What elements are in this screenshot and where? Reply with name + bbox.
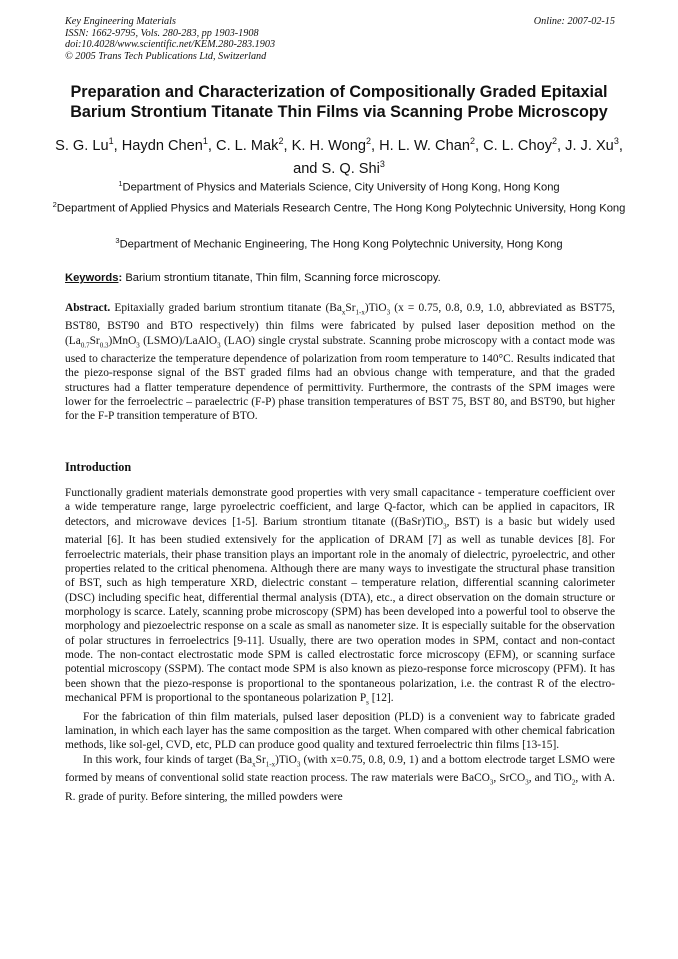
intro-text: )TiO — [275, 753, 297, 766]
intro-text: , and TiO — [528, 772, 572, 785]
intro-paragraph-1 — [65, 486, 615, 710]
abstract-paragraph — [65, 301, 615, 423]
author-name: H. L. W. Chan — [379, 137, 470, 154]
intro-text: , SrCO — [493, 772, 526, 785]
journal-header — [65, 16, 615, 62]
author-name: J. J. Xu — [565, 137, 614, 154]
keywords-text: Barium strontium titanate, Thin film, Scanning force microscopy. — [125, 272, 441, 284]
paper-title: Preparation and Characterization of Compositionally Graded Epitaxial Barium Strontium Titanate Thin Films via Scanning Probe Microscopy — [70, 83, 608, 121]
author-name: S. Q. Shi — [321, 160, 380, 177]
abstract-text: (LSMO)/LaAlO — [139, 334, 218, 347]
subscript: s — [366, 698, 369, 707]
abstract-text: )TiO — [364, 302, 387, 314]
affiliation-number: 1 — [118, 179, 123, 188]
author-affiliation-mark: 3 — [379, 158, 385, 169]
intro-text: (with x=0.75, 0.8, 0.9, 1) and a bottom electrode target LSMO were formed by means of conventional solid state reaction process. The raw materials were BaCO — [65, 753, 615, 785]
issn-line: ISSN: 1662-9795, Vols. 280-283, pp 1903-1908 — [65, 27, 259, 39]
subscript: 1-x — [265, 760, 276, 769]
author-list: S. G. Lu$^1$, Haydn Chen$^1$, C. L. Mak$^2$, K. H. Wong$^2$, H. L. W. Chan$^2$, C. L. Choy$^2$, J. J. Xu$^3$, and S. Q. Shi$^3$ — [55, 136, 623, 177]
subscript: 3 — [217, 340, 221, 349]
keywords-label: Keywords — [65, 272, 119, 284]
introduction-body — [65, 486, 615, 804]
author-name: C. L. Choy — [483, 137, 553, 154]
journal-name: Key Engineering Materials — [65, 16, 176, 27]
affiliation-number: 3 — [115, 236, 120, 245]
author-name: Haydn Chen — [121, 137, 203, 154]
author-name: S. G. Lu — [55, 137, 109, 154]
affiliation-text: Department of Mechanic Engineering, The Hong Kong Polytechnic University, Hong Kong — [119, 238, 563, 251]
keywords-line: Keywords: Barium strontium titanate, Thin film, Scanning force microscopy. — [65, 272, 441, 284]
online-date: Online: 2007-02-15 — [533, 16, 615, 27]
intro-paragraph-3 — [65, 753, 615, 805]
abstract-text: (LAO) single crystal substrate. Scanning probe microscopy with a contact mode was used to characterize the temperature dependence of polarization from room temperature to 140°C. Results indicated that the piezo-response signal of the BST graded films had an obvious change with temperature, and that the graded structures had a flatter temperature dependence of permittivity. Furthermore, the contrasts of the SPM images were lower for the ferroelectric – paraelectric (F-P) phase transition temperatures of BST 75, BST 80, and BST90, but higher for the F-P transition temperature of BTO. — [65, 334, 615, 422]
affiliation-text: Department of Physics and Materials Science, City University of Hong Kong, Hong Kong — [122, 181, 560, 194]
intro-text: , with A. R. grade of purity. Before sintering, the milled powders were — [65, 772, 615, 803]
subscript: 3 — [489, 778, 494, 787]
author-affiliation-mark: 3 — [613, 136, 619, 146]
subscript: x — [252, 760, 256, 769]
intro-paragraph-2: For the fabrication of thin film materials, pulsed laser deposition (PLD) is a convenient way to fabricate graded lamination, in which each layer has the same composition as the target. When compared with other chemical fabrication methods, like sol-gel, CVD, etc, PLD can produce good quality and textured ferroelectric thin films [13-15]. — [65, 710, 615, 752]
author-name: C. L. Mak — [216, 137, 279, 154]
subscript: 0.7 — [80, 340, 90, 349]
affiliation-3 — [50, 233, 628, 253]
affiliation-1 — [50, 176, 628, 196]
author-affiliation-mark: 2 — [552, 136, 558, 146]
affiliation-number: 2 — [52, 200, 57, 209]
subscript: 0.3 — [99, 340, 109, 349]
subscript: 3 — [443, 521, 447, 530]
author-affiliation-mark: 2 — [278, 136, 284, 146]
subscript: 1-x — [355, 308, 365, 317]
subscript: 2 — [571, 778, 576, 787]
abstract-text: Epitaxially graded barium strontium titanate (Ba — [114, 302, 342, 314]
subscript: 3 — [136, 340, 140, 349]
author-name: K. H. Wong — [291, 137, 366, 154]
doi-line: doi:10.4028/www.scientific.net/KEM.280-283.1903 — [65, 39, 276, 50]
abstract-label: Abstract. — [65, 302, 111, 314]
affiliation-text: Department of Applied Physics and Materials Research Centre, The Hong Kong Polytechnic University, Hong Kong — [56, 202, 626, 215]
copyright-line: © 2005 Trans Tech Publications Ltd, Switzerland — [65, 50, 267, 62]
subscript: 3 — [296, 760, 301, 769]
author-affiliation-mark: 1 — [108, 136, 114, 146]
abstract-text: Sr — [345, 302, 356, 314]
subscript: 3 — [386, 308, 391, 317]
intro-text: [12]. — [368, 692, 394, 705]
author-affiliation-mark: 1 — [202, 136, 208, 146]
intro-text: Functionally gradient materials demonstrate good properties with very small capacitance - temperature coefficient over a wide temperature range, large pyroelectric coefficient, and large Q-factor, which can be applied in capacitors, IR detectors, and microwave devices [1-5]. Barium strontium titanate ((BaSr)TiO — [65, 487, 615, 528]
intro-text: In this work, four kinds of target (Ba — [83, 753, 253, 766]
author-affiliation-mark: 2 — [365, 136, 371, 146]
intro-text: , BST) is a basic but widely used material [6]. It has been studied extensively for the application of DRAM [7] as well as tunable devices [8]. For ferroelectric materials, their phase transition plays an important role in the anomaly of dielectric, pyroelectric, and other properties related to the critical phenomena. Although there are many ways to investigate the structural phase transition of BST, such as high temperature XRD, dielectric constant – temperature relation, differential scanning calorimeter (DSC) including specific heat, differential thermal analysis (DTA), etc., a direct observation on the domain structure or morphology is scarce. Lately, scanning probe microscopy (SPM) has been developed into a powerful tool to observe the morphology and piezoelectric response on a scale as small as nanometer size. It is especially suitable for the observation of polar structures in ferroelectrics [9-11]. Usually, there are two operation modes in SPM, contact and non-contact mode. The non-contact electrostatic mode SPM is called electrostatic force microscopy (EFM), or scanning surface potential microscopy (SSPM). The contact mode SPM is also known as piezo-response force microscopy (PFM). It has been shown that the piezo-response is proportional to the spontaneous polarization, i.e. the contrast R of the electro-mechanical PFM is proportional to the spontaneous polarization P — [65, 515, 615, 705]
abstract-text: )MnO — [108, 334, 137, 347]
abstract-text: Sr — [89, 334, 100, 347]
intro-text: Sr — [255, 753, 266, 766]
subscript: x — [341, 308, 346, 317]
author-affiliation-mark: 2 — [469, 136, 475, 146]
abstract-text: (x = 0.75, 0.8, 0.9, 1.0, abbreviated as BST75, BST80, BST90 and BTO respectively) thin films were fabricated by pulsed laser deposition method on the (La — [65, 302, 615, 347]
subscript: 3 — [525, 778, 529, 787]
authors-conjunction: and — [293, 160, 318, 177]
affiliation-2 — [50, 197, 628, 217]
section-heading-introduction: Introduction — [65, 460, 132, 474]
